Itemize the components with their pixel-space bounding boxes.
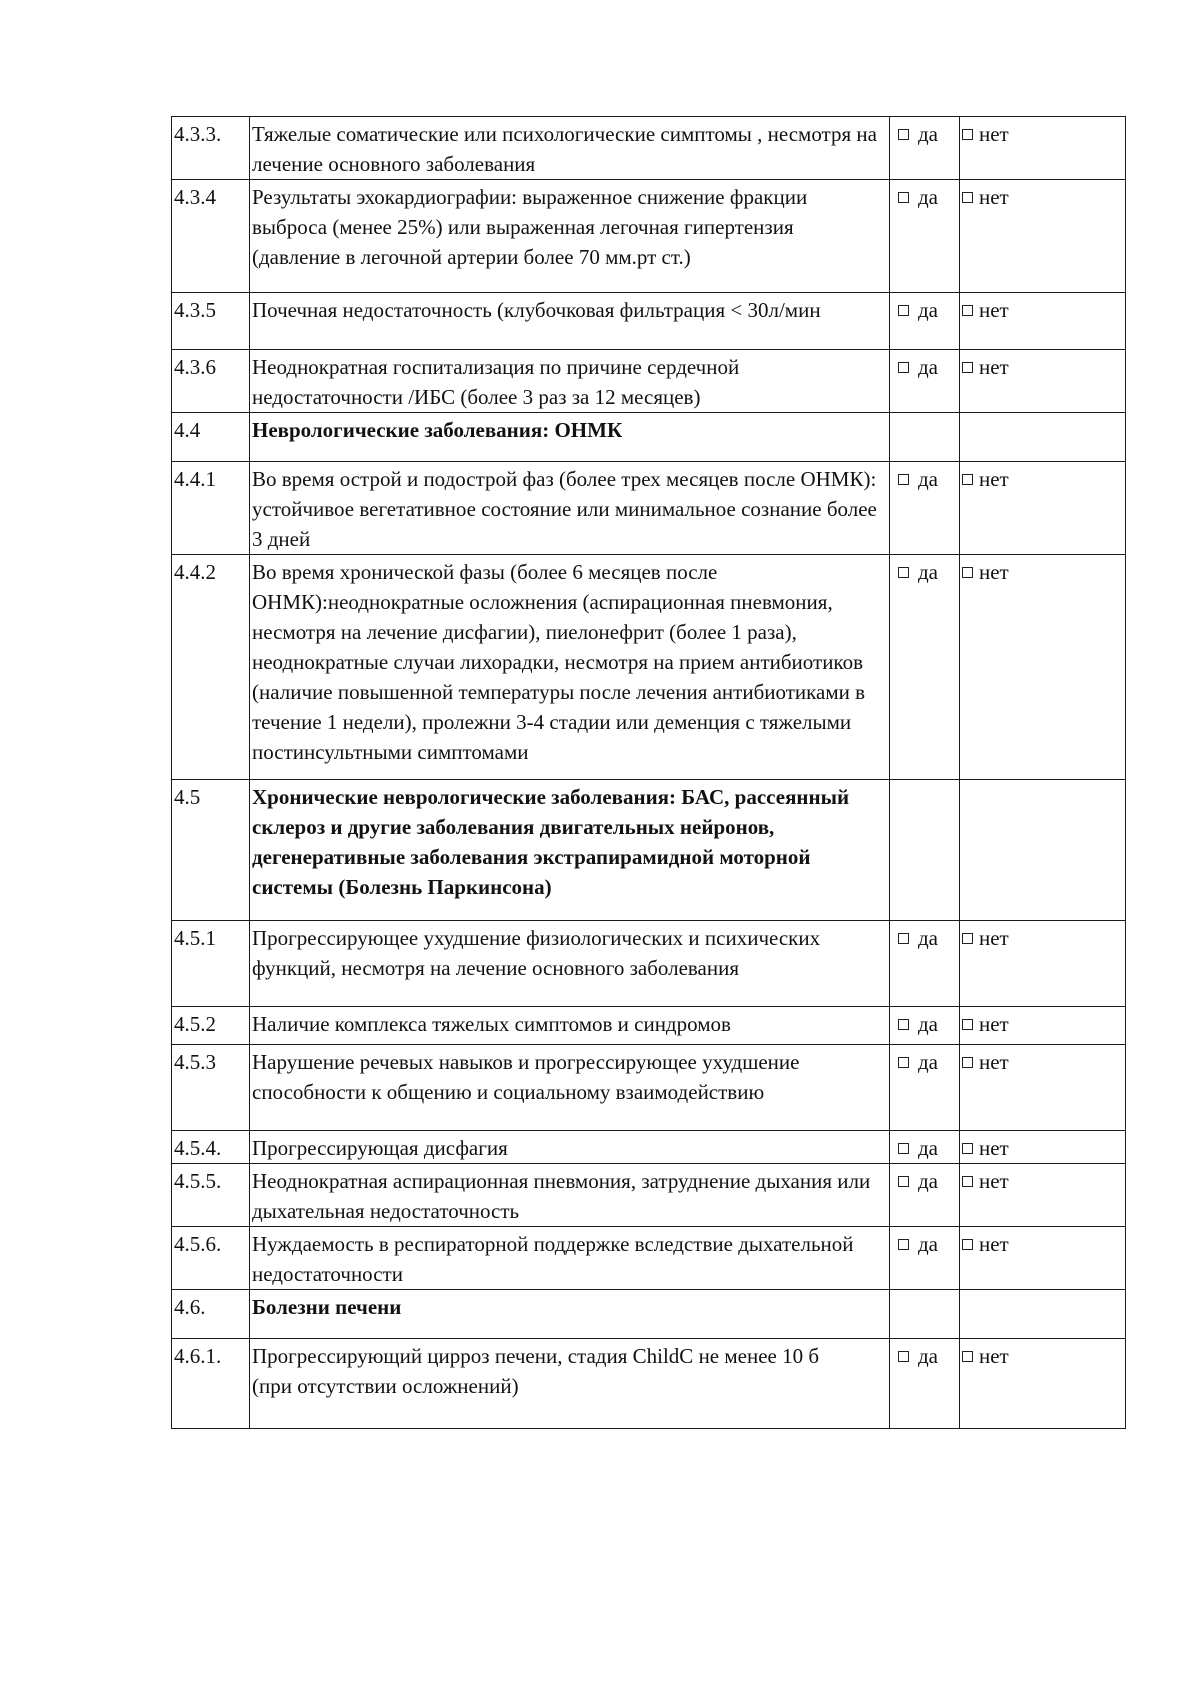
no-label: нет: [979, 1012, 1009, 1036]
yes-checkbox[interactable]: [898, 1019, 909, 1030]
no-checkbox[interactable]: [962, 933, 973, 944]
section-row: [172, 1290, 1126, 1339]
no-label: нет: [979, 1169, 1009, 1193]
answer-yes-cell[interactable]: [890, 1339, 960, 1429]
section-title: Хронические неврологические заболевания: БАС, рассеянный склероз и другие заболевания двигательных нейронов, дегенеративные заболевания экстрапирамидной моторной системы (Болезнь Паркинсона): [250, 780, 890, 921]
answer-no-cell: [960, 413, 1126, 462]
yes-checkbox[interactable]: [898, 1351, 909, 1362]
answer-no-cell[interactable]: [960, 180, 1126, 293]
answer-yes-cell[interactable]: [890, 921, 960, 1007]
answer-yes-cell[interactable]: [890, 555, 960, 780]
criterion-text: Прогрессирующий цирроз печени, стадия ChildC не менее 10 б (при отсутствии осложнений): [250, 1339, 890, 1429]
row-number: 4.3.4: [172, 180, 250, 293]
row-number: 4.3.6: [172, 350, 250, 413]
no-label: нет: [979, 355, 1009, 379]
yes-checkbox[interactable]: [898, 192, 909, 203]
answer-no-cell[interactable]: [960, 1339, 1126, 1429]
criterion-text: Прогрессирующая дисфагия: [250, 1131, 890, 1164]
no-checkbox[interactable]: [962, 305, 973, 316]
no-checkbox[interactable]: [962, 1143, 973, 1154]
criterion-text: Наличие комплекса тяжелых симптомов и синдромов: [250, 1007, 890, 1045]
criterion-text: Прогрессирующее ухудшение физиологических и психических функций, несмотря на лечение основного заболевания: [250, 921, 890, 1007]
criteria-sheet: [171, 116, 1125, 1429]
section-title: Болезни печени: [250, 1290, 890, 1339]
no-label: нет: [979, 560, 1009, 584]
answer-yes-cell[interactable]: [890, 1227, 960, 1290]
answer-yes-cell[interactable]: [890, 180, 960, 293]
answer-no-cell[interactable]: [960, 555, 1126, 780]
row-number: 4.5.3: [172, 1045, 250, 1131]
no-checkbox[interactable]: [962, 362, 973, 373]
yes-label: да: [918, 1232, 939, 1256]
no-checkbox[interactable]: [962, 192, 973, 203]
no-checkbox[interactable]: [962, 1239, 973, 1250]
yes-checkbox[interactable]: [898, 933, 909, 944]
criterion-text: Неоднократная аспирационная пневмония, затруднение дыхания или дыхательная недостаточность: [250, 1164, 890, 1227]
yes-checkbox[interactable]: [898, 474, 909, 485]
criterion-text: Нарушение речевых навыков и прогрессирующее ухудшение способности к общению и социальному взаимодействию: [250, 1045, 890, 1131]
answer-yes-cell[interactable]: [890, 1045, 960, 1131]
yes-label: да: [918, 1344, 939, 1368]
row-number: 4.5.6.: [172, 1227, 250, 1290]
answer-yes-cell[interactable]: [890, 1164, 960, 1227]
no-label: нет: [979, 1136, 1009, 1160]
row-number: 4.4: [172, 413, 250, 462]
no-label: нет: [979, 1050, 1009, 1074]
answer-no-cell[interactable]: [960, 1131, 1126, 1164]
answer-no-cell[interactable]: [960, 921, 1126, 1007]
row-number: 4.3.3.: [172, 117, 250, 180]
answer-no-cell[interactable]: [960, 1227, 1126, 1290]
no-checkbox[interactable]: [962, 474, 973, 485]
no-label: нет: [979, 467, 1009, 491]
criterion-text: Почечная недостаточность (клубочковая фильтрация < 30л/мин: [250, 293, 890, 350]
answer-yes-cell: [890, 413, 960, 462]
answer-yes-cell[interactable]: [890, 293, 960, 350]
criterion-text: Нуждаемость в респираторной поддержке вследствие дыхательной недостаточности: [250, 1227, 890, 1290]
section-row: [172, 413, 1126, 462]
row-number: 4.3.5: [172, 293, 250, 350]
no-label: нет: [979, 1232, 1009, 1256]
section-row: [172, 780, 1126, 921]
yes-label: да: [918, 1169, 939, 1193]
yes-checkbox[interactable]: [898, 1239, 909, 1250]
answer-yes-cell: [890, 1290, 960, 1339]
section-title: Неврологические заболевания: ОНМК: [250, 413, 890, 462]
answer-no-cell[interactable]: [960, 462, 1126, 555]
no-checkbox[interactable]: [962, 129, 973, 140]
criterion-row: [172, 293, 1126, 350]
row-number: 4.5.2: [172, 1007, 250, 1045]
criterion-row: [172, 1339, 1126, 1429]
yes-checkbox[interactable]: [898, 1143, 909, 1154]
answer-yes-cell: [890, 780, 960, 921]
criterion-row: [172, 555, 1126, 780]
criterion-row: [172, 180, 1126, 293]
criterion-text: Тяжелые соматические или психологические симптомы , несмотря на лечение основного заболевания: [250, 117, 890, 180]
no-label: нет: [979, 298, 1009, 322]
yes-checkbox[interactable]: [898, 362, 909, 373]
criteria-table: [171, 116, 1126, 1429]
criterion-row: [172, 1007, 1126, 1045]
answer-no-cell[interactable]: [960, 293, 1126, 350]
row-number: 4.4.2: [172, 555, 250, 780]
criteria-table-body: [172, 117, 1126, 1429]
answer-no-cell[interactable]: [960, 1164, 1126, 1227]
criterion-row: [172, 1131, 1126, 1164]
no-checkbox[interactable]: [962, 1057, 973, 1068]
row-number: 4.6.: [172, 1290, 250, 1339]
row-number: 4.4.1: [172, 462, 250, 555]
yes-label: да: [918, 467, 939, 491]
yes-checkbox[interactable]: [898, 1176, 909, 1187]
row-number: 4.5: [172, 780, 250, 921]
yes-label: да: [918, 926, 939, 950]
row-number: 4.6.1.: [172, 1339, 250, 1429]
no-label: нет: [979, 1344, 1009, 1368]
yes-label: да: [918, 298, 939, 322]
no-checkbox[interactable]: [962, 1176, 973, 1187]
yes-label: да: [918, 185, 939, 209]
no-checkbox[interactable]: [962, 567, 973, 578]
no-label: нет: [979, 122, 1009, 146]
answer-no-cell[interactable]: [960, 1007, 1126, 1045]
yes-label: да: [918, 355, 939, 379]
no-checkbox[interactable]: [962, 1351, 973, 1362]
no-checkbox[interactable]: [962, 1019, 973, 1030]
answer-no-cell[interactable]: [960, 117, 1126, 180]
yes-checkbox[interactable]: [898, 1057, 909, 1068]
answer-no-cell[interactable]: [960, 1045, 1126, 1131]
row-number: 4.5.4.: [172, 1131, 250, 1164]
no-label: нет: [979, 185, 1009, 209]
criterion-row: [172, 1045, 1126, 1131]
yes-label: да: [918, 122, 939, 146]
row-number: 4.5.1: [172, 921, 250, 1007]
criterion-row: [172, 350, 1126, 413]
yes-checkbox[interactable]: [898, 129, 909, 140]
yes-checkbox[interactable]: [898, 567, 909, 578]
yes-label: да: [918, 1136, 939, 1160]
answer-no-cell: [960, 780, 1126, 921]
yes-checkbox[interactable]: [898, 305, 909, 316]
criterion-row: [172, 1164, 1126, 1227]
criterion-text: Во время острой и подострой фаз (более трех месяцев после ОНМК): устойчивое вегетативное состояние или минимальное сознание более 3 дней: [250, 462, 890, 555]
answer-yes-cell[interactable]: [890, 350, 960, 413]
criterion-text: Во время хронической фазы (более 6 месяцев после ОНМК):неоднократные осложнения (аспирационная пневмония, несмотря на лечение дисфагии), пиелонефрит (более 1 раза), неоднократные случаи лихорадки, несмотря на прием антибиотиков (наличие повышенной температуры после лечения антибиотиками в течение 1 недели), пролежни 3-4 стадии или деменция с тяжелыми постинсультными симптомами: [250, 555, 890, 780]
criterion-row: [172, 462, 1126, 555]
answer-yes-cell[interactable]: [890, 1131, 960, 1164]
criterion-row: [172, 117, 1126, 180]
answer-no-cell[interactable]: [960, 350, 1126, 413]
criterion-row: [172, 921, 1126, 1007]
criterion-text: Результаты эхокардиографии: выраженное снижение фракции выброса (менее 25%) или выраженная легочная гипертензия (давление в легочной артерии более 70 мм.рт ст.): [250, 180, 890, 293]
answer-yes-cell[interactable]: [890, 462, 960, 555]
yes-label: да: [918, 1050, 939, 1074]
criterion-row: [172, 1227, 1126, 1290]
answer-yes-cell[interactable]: [890, 117, 960, 180]
criterion-text: Неоднократная госпитализация по причине сердечной недостаточности /ИБС (более 3 раз за 12 месяцев): [250, 350, 890, 413]
row-number: 4.5.5.: [172, 1164, 250, 1227]
yes-label: да: [918, 1012, 939, 1036]
yes-label: да: [918, 560, 939, 584]
answer-yes-cell[interactable]: [890, 1007, 960, 1045]
answer-no-cell: [960, 1290, 1126, 1339]
no-label: нет: [979, 926, 1009, 950]
